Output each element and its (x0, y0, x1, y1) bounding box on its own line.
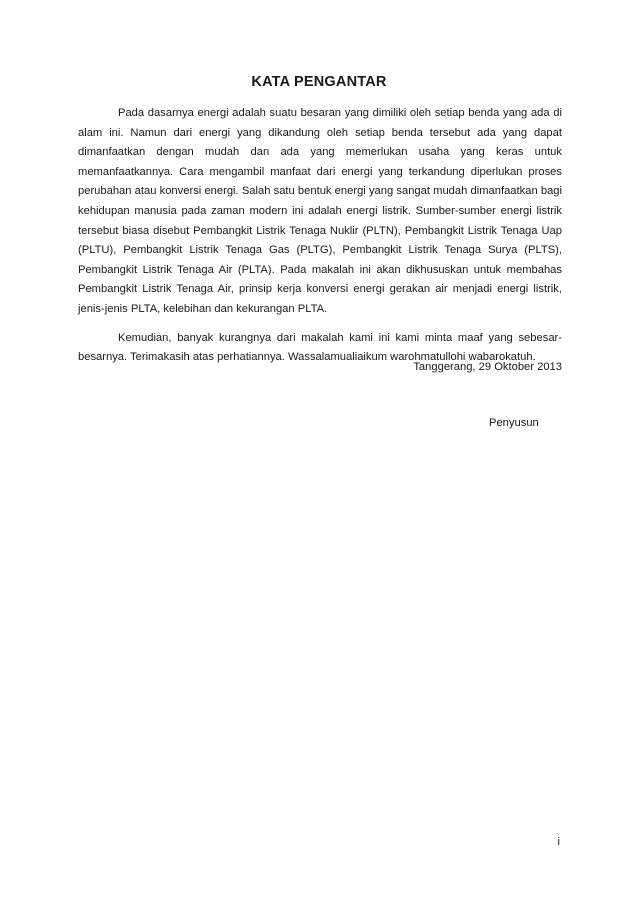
page-title: KATA PENGANTAR (251, 74, 387, 90)
place-date: Tanggerang, 29 Oktober 2013 (413, 361, 562, 373)
body-text (78, 104, 562, 368)
paragraph-closing: Kemudian, banyak kurangnya dari makalah kami ini kami minta maaf yang sebesar-besarnya. Terimakasih atas perhatiannya. Wassalamualiaikum warohmatullohi wabarokatuh. (78, 331, 562, 364)
page-number: i (557, 836, 560, 848)
paragraph-intro: Pada dasarnya energi adalah suatu besaran yang dimiliki oleh setiap benda yang ada di alam ini. Namun dari energi yang dikandung oleh setiap benda tersebut ada yang dapat dimanfaatkan dengan mudah dan ada yang memerlukan usaha yang keras untuk memanfaatkannya. Cara mengambil manfaat dari energi yang terkandung diperlukan proses perubahan atau konversi energi. Salah satu bentuk energi yang sangat mudah dimanfaatkan bagi kehidupan manusia pada zaman modern ini adalah energi listrik. Sumber-sumber energi listrik tersebut biasa disebut Pembangkit Listrik Tenaga Nuklir (PLTN), Pembangkit Listrik Tenaga Uap (PLTU), Pembangkit Listrik Tenaga Gas (PLTG), Pembangkit Listrik Tenaga Surya (PLTS), Pembangkit Listrik Tenaga Air (PLTA). Pada makalah ini akan dikhususkan untuk membahas Pembangkit Listrik Tenaga Air, prinsip kerja konversi energi gerakan air menjadi energi listrik, jenis-jenis PLTA, kelebihan dan kekurangan PLTA. (78, 107, 562, 315)
author-signature: Penyusun (489, 417, 539, 429)
